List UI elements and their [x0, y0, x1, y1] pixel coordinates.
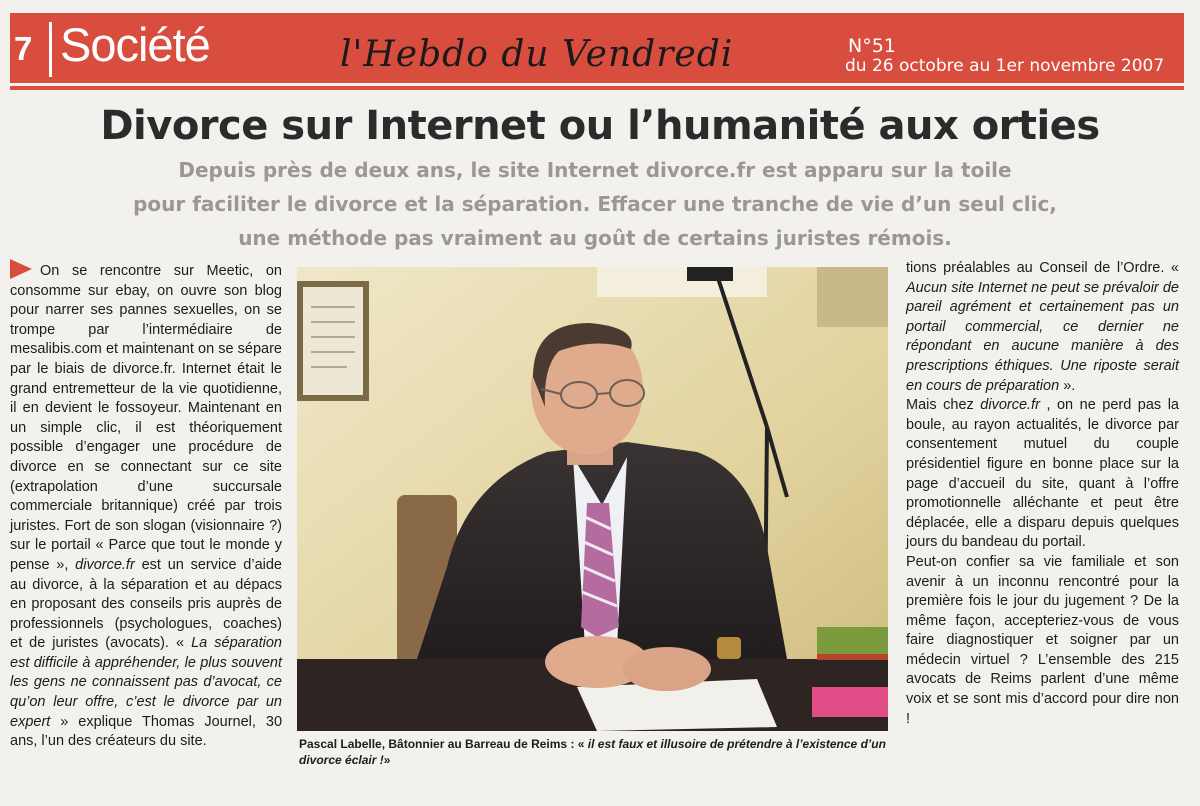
caption-credit: Pascal Labelle, Bâtonnier au Barreau de Reims : «	[299, 737, 585, 751]
body-text: » explique Thomas Journel, 30 ans, l’un des créateurs du site.	[10, 713, 283, 750]
article-title: Divorce sur Internet ou l’humanité aux orties	[100, 103, 1100, 149]
article-column-right	[906, 259, 1179, 729]
quote-text: La séparation est difficile à appréhender, le plus souvent les gens ne connaissent pas d’avocat, ce qu’on leur offre, c’est le divorce par un expert	[10, 635, 282, 730]
play-arrow-icon	[10, 259, 32, 279]
body-paragraph: Peut-on confier sa vie familiale et son avenir à un inconnu rencontré pour la première fois le jour du jugement ? De la même façon, accepteriez-vous de vous faire diagnostiquer et soigner par un médecin virtuel ? L’ensemble des 215 avocats de Reims parlent d’une même voix et se sont mis d’accord pour dire non !	[906, 553, 1179, 727]
quote-text: Aucun site Internet ne peut se prévaloir de pareil agrément et certainement pas un portail commercial, ce dernier ne répondant en aucune manière à des prescriptions éthiques. Une riposte serait en cours de préparation	[906, 279, 1179, 394]
body-text: Mais chez	[906, 397, 974, 414]
site-name: divorce.fr	[75, 556, 135, 573]
body-text: On se rencontre sur Meetic, on consomme sur ebay, on ouvre son blog pour narrer ses pannes sexuelles, on se trompe par l’intermédiaire de mesalibis.com et maintenant on se sépare par le biais de divorce.fr. Internet était le grand entremetteur de la vie quotidienne, il en devient le fossoyeur. Maintenant en un simple clic, il est théoriquement possible d’engager une procédure de divorce en se connectant sur ce site (extrapolation d’une succursale commerciale britannique) créé par trois juristes. Fort de son slogan (visionnaire ?) sur le portail « Parce que tout le monde y pense »,	[10, 263, 282, 573]
issue-number: N°51	[848, 35, 896, 57]
photo-caption	[299, 736, 887, 768]
body-text: tions préalables au Conseil de l’Ordre. «	[906, 260, 1179, 276]
lead-line: Depuis près de deux ans, le site Internet divorce.fr est apparu sur la toile	[178, 158, 1012, 182]
lead-line: pour faciliter le divorce et la séparation. Effacer une tranche de vie d’un seul clic,	[133, 192, 1057, 216]
issue-dates: du 26 octobre au 1er novembre 2007	[845, 56, 1165, 76]
body-text: , on ne perd pas la boule, au rayon actualités, le divorce par consentement mutuel du couple présidentiel figure en bonne place sur la page d’accueil du site, quant à l’offre promotionnelle alléchante et peut être déplacée, elle a disparu depuis quelques jours du bandeau du portail.	[906, 397, 1179, 551]
caption-quote-end: »	[383, 753, 391, 767]
header-underline	[10, 86, 1184, 90]
body-paragraph	[906, 259, 1179, 396]
article-column-left	[10, 259, 282, 752]
page-number: 7	[14, 30, 33, 67]
caption-quote: il est faux et illusoire de prétendre à l’existence d’un divorce éclair !	[299, 737, 886, 767]
article-lead	[0, 153, 1190, 255]
body-paragraph	[10, 259, 282, 752]
body-text: est un service d’aide au divorce, à la séparation et au dépacs en proposant des conseils pris auprès de professionnels (psychologues, coaches) et de juristes (avocats). «	[10, 556, 282, 652]
portrait-photo	[297, 267, 888, 731]
lead-line: une méthode pas vraiment au goût de certains juristes rémois.	[238, 226, 952, 250]
site-name: divorce.fr	[980, 397, 1040, 414]
masthead-logo: l'Hebdo du Vendredi	[340, 34, 734, 75]
section-title: Société	[60, 18, 210, 71]
body-text: ».	[1063, 377, 1076, 394]
photo-illustration	[297, 267, 888, 731]
header-divider	[49, 22, 52, 77]
body-paragraph	[906, 396, 1179, 553]
